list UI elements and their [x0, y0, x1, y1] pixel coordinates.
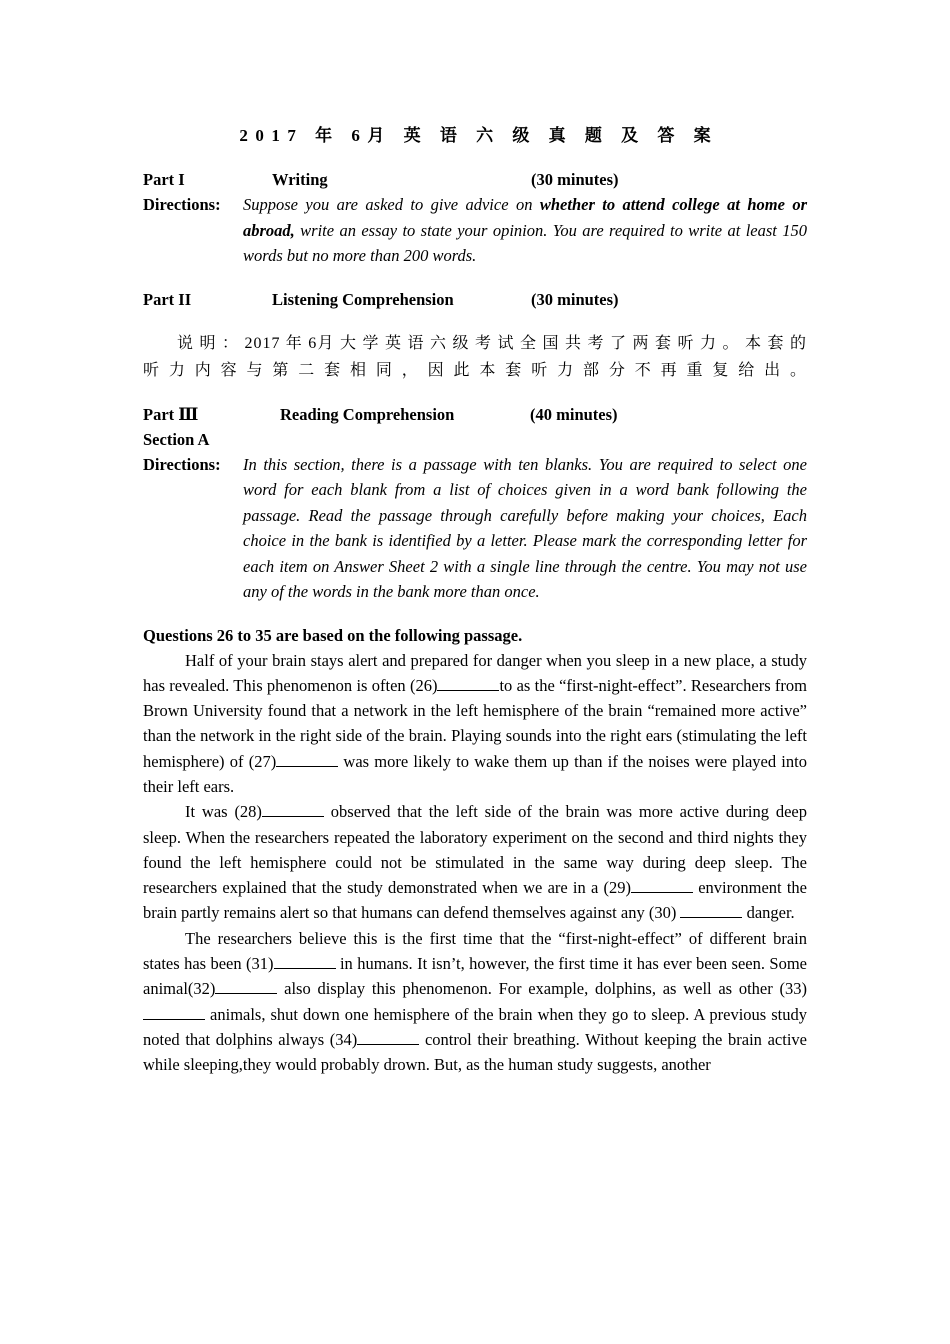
blank-34[interactable] — [357, 1030, 419, 1045]
directions-text-lead: Suppose you are asked to give advice on — [243, 195, 540, 214]
part-three-time: (40 minutes) — [530, 404, 618, 424]
part-two-header — [143, 287, 807, 312]
spacer — [143, 605, 807, 623]
part-two-label: Part II — [143, 289, 192, 309]
blank-31[interactable] — [274, 955, 336, 970]
spacer — [143, 384, 807, 402]
passage-paragraph-2 — [143, 799, 807, 925]
section-a-label: Section A — [143, 429, 210, 449]
passage-text: was more likely to wake them up than if the noises were played into their left ears. — [143, 751, 807, 796]
part-one-label: Part I — [143, 170, 185, 189]
passage-text: to as the “first-night-effect”. Researchers from Brown University found that a network in the left hemisphere of the brain “remained more active” than the network in the right side of the brain. Playing sounds into the right ears (stimulating the left hemisphere) of (27) — [143, 675, 807, 771]
passage-text: in humans. It isn’t, however, the first time it has ever been seen. Some animal(32) — [143, 954, 807, 999]
part-two-title: Listening Comprehension — [272, 289, 454, 309]
passage-text: environment the brain partly remains alert so that humans can defend themselves against any (30) — [143, 878, 807, 923]
blank-33[interactable] — [143, 1005, 205, 1020]
part-one-time: (30 minutes) — [531, 170, 619, 189]
part-one-title: Writing — [272, 170, 328, 189]
page-title: 2017 年 6月 英 语 六 级 真 题 及 答 案 — [239, 126, 719, 145]
passage-text: control their breathing. Without keeping the brain active while sleeping,they would probably drown. But, as the human study suggests, another — [143, 1029, 807, 1075]
directions-text-tail: write an essay to state your opinion. You are required to write at least 150 words but no more than 200 words. — [243, 220, 807, 265]
directions-label: Directions: — [143, 454, 221, 474]
blank-29[interactable] — [631, 879, 693, 894]
part-one-directions — [143, 192, 807, 269]
part-three-header — [143, 402, 807, 427]
spacer — [143, 312, 807, 330]
passage-paragraph-1 — [143, 648, 807, 800]
blank-30[interactable] — [680, 904, 742, 919]
spacer — [143, 149, 807, 167]
directions-text: In this section, there is a passage with ten blanks. You are required to select one word for each blank from a list of choices given in a word bank following the passage. Read the passage through carefully before making your choices, Each choice in the bank is identified by a letter. Please mark the corresponding letter for each item on Answer Sheet 2 with a single line through the centre. You may not use any of the words in the bank more than once. — [243, 454, 807, 601]
passage-text: animals, shut down one hemisphere of the brain when they go to sleep. A previous study noted that dolphins always (34) — [143, 1004, 807, 1049]
questions-heading: Questions 26 to 35 are based on the following passage. — [143, 625, 523, 645]
part-one-header — [143, 167, 807, 192]
passage-text: Half of your brain stays alert and prepared for danger when you sleep in a new place, a study has revealed. This phenomenon is often (26) — [143, 650, 807, 695]
directions-emphasis: whether to attend college at home or abroad, — [243, 195, 808, 240]
passage-text: The researchers believe this is the first time that the “first-night-effect” of different brain states has been (31) — [143, 928, 807, 974]
blank-32[interactable] — [215, 980, 277, 995]
part-three-directions — [143, 452, 807, 605]
passage-text: danger. — [742, 903, 795, 923]
passage-text: It was (28) — [185, 802, 262, 822]
blank-28[interactable] — [262, 803, 324, 818]
passage-text: also display this phenomenon. For example, dolphins, as well as other (33) — [277, 979, 807, 999]
document-content — [143, 0, 807, 1078]
passage-paragraph-3 — [143, 926, 807, 1078]
blank-27[interactable] — [276, 752, 338, 767]
passage-text: observed that the left side of the brain was more active during deep sleep. When the researchers repeated the laboratory experiment on the second and third nights they found the left hemisphere could not be stimulated in the same way during deep sleep. The researchers explained that the study demonstrated when we are in a (29) — [143, 802, 807, 898]
blank-26[interactable] — [437, 676, 499, 691]
part-three-title: Reading Comprehension — [280, 404, 455, 424]
part-three-label: Part Ⅲ — [143, 404, 199, 424]
part-two-time: (30 minutes) — [531, 289, 619, 309]
spacer — [143, 269, 807, 287]
listening-chinese-note: 说 明 ： 2017 年 6月 大 学 英 语 六 级 考 试 全 国 共 考 了 两 套 听 力 。 本 套 的 听 力 内 容 与 第 二 套 相 同 ， 因 此 本 套 听 力 部 分 不 再 重 复 给 出 。 — [143, 334, 807, 379]
directions-label: Directions: — [143, 195, 221, 214]
